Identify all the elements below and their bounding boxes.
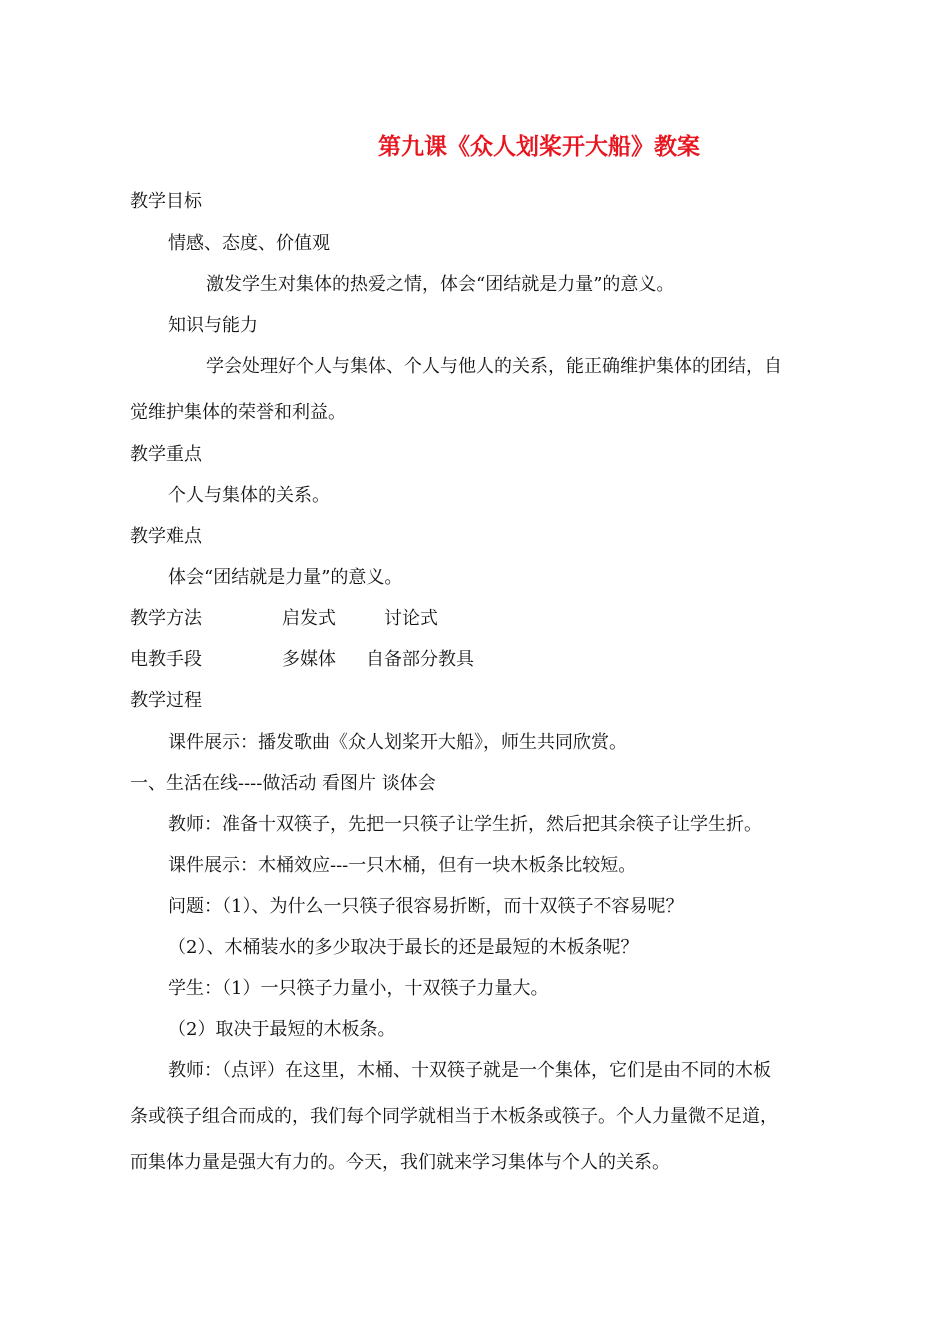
heading-teaching-goals: 教学目标 <box>130 191 202 212</box>
doc-title: 第九课《众人划桨开大船》教案 <box>378 133 700 160</box>
heading-difficulties: 教学难点 <box>130 526 202 547</box>
paragraph-key-points: 个人与集体的关系。 <box>168 485 330 506</box>
paragraph-question-2: （2）、木桶装水的多少取决于最长的还是最短的木板条呢？ <box>168 937 639 958</box>
paragraph-knowledge-line1: 学会处理好个人与集体、个人与他人的关系，能正确维护集体的团结，自 <box>206 356 782 377</box>
paragraph-knowledge-line2: 觉维护集体的荣誉和利益。 <box>130 402 346 423</box>
paragraph-student-answer-2: （2）取决于最短的木板条。 <box>168 1019 396 1040</box>
section-heading-life-online: 一、生活在线----做活动 看图片 谈体会 <box>130 773 436 794</box>
media-value-2: 自备部分教具 <box>366 649 474 670</box>
paragraph-teacher-comment-line3: 而集体力量是强大有力的。今天，我们就来学习集体与个人的关系。 <box>130 1152 670 1173</box>
media-row <box>130 648 474 672</box>
heading-process: 教学过程 <box>130 690 202 711</box>
methods-row <box>130 607 438 631</box>
paragraph-teacher-comment-line2: 条或筷子组合而成的，我们每个同学就相当于木板条或筷子。个人力量微不足道， <box>130 1106 778 1127</box>
methods-label: 教学方法 <box>130 608 202 629</box>
paragraph-emotion: 激发学生对集体的热爱之情，体会“团结就是力量”的意义。 <box>206 274 675 295</box>
paragraph-student-answer-1: 学生：（1）一只筷子力量小，十双筷子力量大。 <box>168 978 549 999</box>
subheading-knowledge: 知识与能力 <box>168 315 258 336</box>
methods-value-1: 启发式 <box>282 608 336 629</box>
heading-key-points: 教学重点 <box>130 444 202 465</box>
media-label: 电教手段 <box>130 649 202 670</box>
paragraph-difficulties: 体会“团结就是力量”的意义。 <box>168 567 403 588</box>
paragraph-teacher-comment-line1: 教师：（点评）在这里，木桶、十双筷子就是一个集体，它们是由不同的木板 <box>168 1060 771 1081</box>
media-value-1: 多媒体 <box>282 649 336 670</box>
paragraph-teacher-chopsticks: 教师：准备十双筷子，先把一只筷子让学生折，然后把其余筷子让学生折。 <box>168 814 762 835</box>
methods-value-2: 讨论式 <box>384 608 438 629</box>
paragraph-question-1: 问题：（1）、为什么一只筷子很容易折断，而十双筷子不容易呢？ <box>168 896 684 917</box>
paragraph-courseware-song: 课件展示：播发歌曲《众人划桨开大船》，师生共同欣赏。 <box>168 732 627 753</box>
subheading-emotion: 情感、态度、价值观 <box>168 233 330 254</box>
paragraph-courseware-barrel: 课件展示：木桶效应---一只木桶，但有一块木板条比较短。 <box>168 855 637 876</box>
